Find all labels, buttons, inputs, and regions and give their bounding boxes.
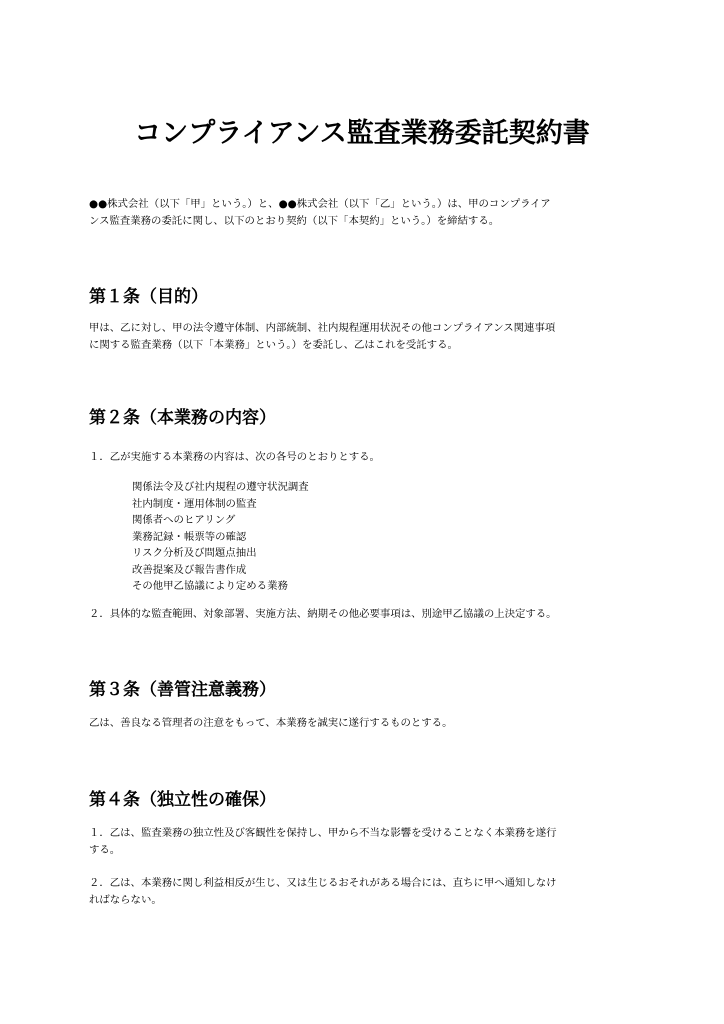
- article-4-clause-1-line: する。: [89, 844, 121, 856]
- article-2-clause-2-text: ２．具体的な監査範囲、対象部署、実施方法、納期その他必要事項は、別途甲乙協議の上決定する。: [89, 608, 557, 620]
- list-item: 社内制度・運用体制の監査: [132, 497, 257, 510]
- list-item: その他甲乙協議により定める業務: [132, 580, 288, 592]
- article-2-clause-1: [89, 449, 637, 466]
- list-item: 改善提案及び報告書作成: [132, 563, 247, 576]
- article-2-heading: 第２条（本業務の内容）: [89, 408, 276, 428]
- article-4-clause-1: [89, 825, 637, 859]
- list-item: 業務記録・帳票等の確認: [132, 530, 247, 543]
- article-1-line: 甲は、乙に対し、甲の法令遵守体制、内部統制、社内規程運用状況その他コンプライアンス関連事項: [89, 322, 556, 334]
- list-item: リスク分析及び問題点抽出: [132, 547, 257, 559]
- article-4-clause-2: [89, 875, 637, 909]
- list-item: 関係者へのヒアリング: [132, 514, 236, 526]
- list-item: 関係法令及び社内規程の遵守状況調査: [132, 481, 309, 493]
- article-4-heading: 第４条（独立性の確保）: [89, 790, 276, 810]
- article-2-item-list: [132, 479, 309, 595]
- article-4-clause-2-line: ればならない。: [89, 894, 162, 906]
- article-1-heading: 第１条（目的）: [89, 287, 208, 307]
- article-3-heading: 第３条（善管注意義務）: [89, 680, 276, 700]
- document-title: コンプライアンス監査業務委託契約書: [134, 118, 590, 149]
- article-2-clause-2: [89, 606, 637, 623]
- article-3-body: [89, 715, 637, 732]
- article-4-clause-2-line: ２．乙は、本業務に関し利益相反が生じ、又は生じるおそれがある場合には、直ちに甲へ通知しなけ: [89, 877, 557, 889]
- article-1-body: [89, 320, 637, 354]
- article-3-text: 乙は、善良なる管理者の注意をもって、本業務を誠実に遂行するものとする。: [89, 717, 453, 729]
- preamble: [89, 196, 637, 230]
- article-2-clause-1-text: １．乙が実施する本業務の内容は、次の各号のとおりとする。: [89, 451, 380, 463]
- preamble-line: ●●株式会社（以下「甲」という。）と、●●株式会社（以下「乙」という。）は、甲のコンプライア: [89, 198, 551, 210]
- article-4-clause-1-line: １．乙は、監査業務の独立性及び客観性を保持し、甲から不当な影響を受けることなく本業務を遂行: [89, 827, 557, 839]
- article-1-line: に関する監査業務（以下「本業務」という。）を委託し、乙はこれを受託する。: [89, 339, 458, 351]
- preamble-line: ンス監査業務の委託に関し、以下のとおり契約（以下「本契約」という。）を締結する。: [89, 215, 500, 227]
